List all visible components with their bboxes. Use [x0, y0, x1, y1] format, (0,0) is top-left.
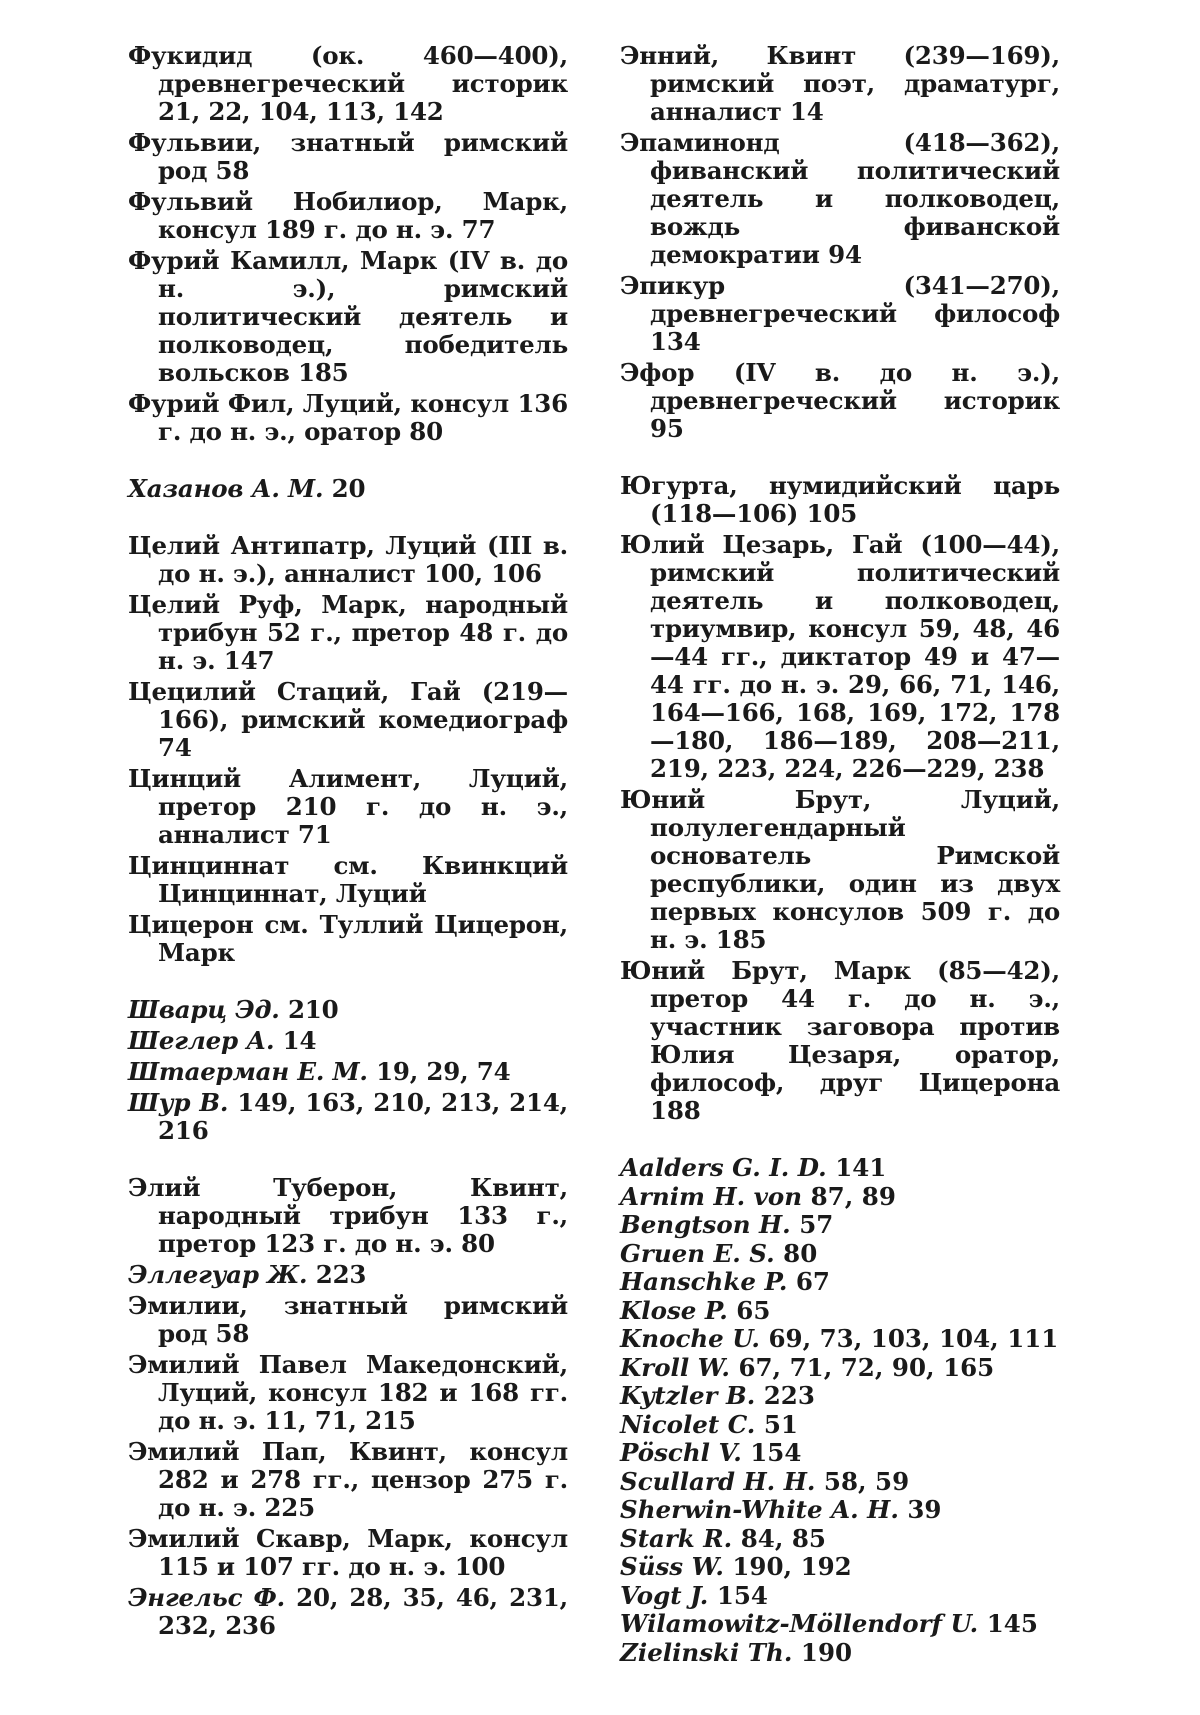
index-entry	[620, 1411, 1060, 1440]
entry-name: Эмилий Павел Македонский, Луций	[128, 1350, 568, 1407]
index-entry	[128, 247, 568, 387]
entry-name: Scullard H. H.	[620, 1466, 816, 1496]
entry-name: Цинций Алимент, Луций	[128, 764, 560, 793]
index-entry	[128, 1174, 568, 1258]
entry-name: Фурий Камилл, Марк	[128, 246, 438, 275]
index-entry	[620, 129, 1060, 269]
entry-description: 210	[279, 995, 339, 1024]
entry-name: Эмилии	[128, 1291, 240, 1320]
entry-description: , консул 115 и 107 гг. до н. э. 100	[158, 1524, 568, 1581]
entry-description: , знатный римский род 58	[158, 128, 568, 185]
entry-description: см. Квинкций Цинциннат, Луций	[158, 851, 568, 908]
entry-description: , консул 189 г. до н. э. 77	[158, 187, 568, 244]
entry-description: , консул 136 г. до н. э., оратор 80	[158, 389, 568, 446]
section-gap	[620, 1128, 1060, 1154]
entry-name: Hanschke P.	[620, 1267, 788, 1296]
entry-description: , знатный римский род 58	[158, 1291, 568, 1348]
entry-description: , полулегендарный основатель Римской республики, один из двух первых консулов 509 г. до н. э. 185	[650, 785, 1060, 954]
entry-description: 69, 73, 103, 104, 111	[759, 1324, 1059, 1353]
index-entry	[620, 42, 1060, 126]
entry-name: Хазанов А. М.	[128, 474, 324, 503]
index-entry	[128, 1089, 568, 1145]
index-entry	[128, 188, 568, 244]
entry-description: (IV в. до н. э.), древнегреческий историк 95	[650, 358, 1060, 443]
entry-name: Эмилий Скавр, Марк	[128, 1524, 445, 1553]
entry-name: Юлий Цезарь, Гай	[620, 530, 903, 559]
index-entry	[620, 1297, 1060, 1326]
entry-name: Элий Туберон, Квинт	[128, 1173, 560, 1202]
index-entry	[128, 1525, 568, 1581]
entry-description: , народный трибун 133 г., претор 123 г. до н. э. 80	[158, 1173, 568, 1258]
entry-description: 190	[792, 1637, 853, 1667]
index-entry	[128, 532, 568, 588]
section-gap	[128, 970, 568, 996]
entry-description: , консул 282 и 278 гг., цензор 275 г. до н. э. 225	[158, 1437, 568, 1522]
entry-description: (III в. до н. э.), анналист 100, 106	[158, 531, 568, 588]
entry-name: Knoche U.	[620, 1324, 760, 1353]
entry-name: Stark R.	[620, 1523, 733, 1553]
index-entry	[128, 42, 568, 126]
entry-name: Aalders G. I. D.	[620, 1153, 827, 1182]
entry-name: Целий Руф, Марк	[128, 590, 399, 619]
entry-name: Эпаминонд	[620, 128, 780, 157]
index-entry	[620, 1211, 1060, 1240]
index-entry	[620, 957, 1060, 1125]
entry-description: 223	[755, 1381, 815, 1410]
entry-description: (341—270), древнегреческий философ 134	[650, 271, 1060, 356]
entry-name: Целий Антипатр, Луций	[128, 531, 477, 560]
index-entry	[620, 1582, 1060, 1611]
entry-name: Bengtson H.	[620, 1210, 791, 1239]
entry-name: Wilamowitz-Möllendorf U.	[620, 1609, 979, 1638]
entry-name: Pöschl V.	[620, 1438, 742, 1467]
index-entry	[128, 1261, 568, 1289]
index-column-left	[128, 42, 568, 1643]
entry-description: 154	[708, 1580, 768, 1610]
entry-description: 80	[774, 1238, 818, 1268]
entry-name: Vogt J.	[620, 1580, 709, 1610]
entry-description: , консул 182 и 168 гг. до н. э. 11, 71, 215	[158, 1378, 568, 1435]
index-column-right	[620, 42, 1060, 1667]
entry-description: 58, 59	[815, 1466, 910, 1496]
entry-name: Фукидид	[128, 41, 253, 70]
entry-name: Kroll W.	[620, 1352, 730, 1382]
entry-name: Штаерман Е. М.	[128, 1057, 368, 1086]
index-entry	[620, 1325, 1060, 1354]
index-entry	[620, 1240, 1060, 1269]
entry-description: 84, 85	[732, 1523, 826, 1553]
index-entry	[128, 1027, 568, 1055]
entry-description: 154	[741, 1438, 802, 1467]
index-entry	[620, 1268, 1060, 1297]
entry-description: 20, 28, 35, 46, 231, 232, 236	[158, 1583, 568, 1640]
entry-description: (418—362), фиванский политический деятель и полководец, вождь фиванской демократии 94	[650, 128, 1060, 269]
entry-description: (219—166), римский комедиограф 74	[158, 677, 568, 762]
entry-description: , претор 210 г. до н. э., анналист 71	[158, 764, 568, 849]
index-entry	[128, 765, 568, 849]
entry-description: 14	[274, 1026, 317, 1055]
entry-name: Юний Брут, Луций	[620, 785, 1052, 814]
entry-name: Nicolet C.	[620, 1409, 756, 1439]
entry-description: 145	[978, 1609, 1038, 1638]
index-entry	[128, 591, 568, 675]
index-entry	[128, 1438, 568, 1522]
entry-description: (ок. 460—400), древнегреческий историк 21, 22, 104, 113, 142	[158, 41, 568, 126]
entry-name: Шеглер А.	[128, 1026, 275, 1055]
index-entry	[128, 1292, 568, 1348]
entry-name: Фульвий Нобилиор, Марк	[128, 187, 560, 216]
entry-name: Фульвии	[128, 128, 253, 157]
entry-name: Gruen E. S.	[620, 1238, 775, 1268]
entry-description: (239—169), римский поэт, драматург, анналист 14	[650, 41, 1060, 126]
section-gap	[620, 446, 1060, 472]
section-gap	[128, 1148, 568, 1174]
index-entry	[620, 1183, 1060, 1212]
entry-name: Эпикур	[620, 271, 725, 300]
entry-description: 141	[826, 1153, 887, 1182]
entry-name: Zielinski Th.	[620, 1637, 793, 1667]
entry-name: Эллегуар Ж.	[128, 1260, 308, 1289]
entry-description: 57	[790, 1210, 834, 1239]
index-entry	[620, 1468, 1060, 1497]
index-entry	[128, 129, 568, 185]
entry-description: 149, 163, 210, 213, 214, 216	[158, 1088, 568, 1145]
index-entry	[620, 359, 1060, 443]
index-entry	[128, 1584, 568, 1640]
index-entry	[128, 911, 568, 967]
entry-name: Эмилий Пап, Квинт	[128, 1437, 439, 1466]
entry-description: 65	[727, 1295, 771, 1325]
index-entry	[128, 852, 568, 908]
entry-name: Kytzler B.	[620, 1381, 756, 1410]
index-entry	[620, 1439, 1060, 1468]
entry-name: Энгельс Ф.	[128, 1583, 285, 1612]
entry-description: 67	[787, 1267, 830, 1296]
index-entry	[620, 531, 1060, 783]
entry-name: Klose P.	[620, 1295, 728, 1325]
index-entry	[620, 1354, 1060, 1383]
entry-description: , народный трибун 52 г., претор 48 г. до н. э. 147	[158, 590, 568, 675]
entry-name: Arnim H. von	[620, 1181, 803, 1211]
entry-name: Süss W.	[620, 1552, 724, 1581]
entry-description: 51	[755, 1409, 798, 1439]
index-entry	[620, 1382, 1060, 1411]
entry-name: Энний, Квинт	[620, 41, 857, 70]
entry-description: (85—42), претор 44 г. до н. э., участник заговора против Юлия Цезаря, оратор, философ, друг Цицерона 188	[650, 956, 1060, 1125]
entry-name: Шварц Эд.	[128, 995, 280, 1024]
entry-description: , нумидийский царь (118—106) 105	[650, 471, 1060, 528]
index-entry	[620, 1610, 1060, 1639]
entry-description: (100—44), римский политический деятель и полководец, триумвир, консул 59, 48, 46—44 гг., диктатор 49 и 47—44 гг. до н. э. 29, 66, 71, 146, 164—166, 168, 169, 172, 178—180, 186—189, 208—211, 219, 223, 224, 226—229, 238	[650, 530, 1060, 783]
index-entry	[128, 390, 568, 446]
entry-description: 39	[898, 1495, 942, 1524]
entry-name: Цинциннат	[128, 851, 290, 880]
entry-name: Юний Брут, Марк	[620, 956, 911, 985]
index-entry	[620, 1639, 1060, 1668]
index-entry	[620, 1496, 1060, 1525]
index-entry	[620, 1553, 1060, 1582]
entry-description: (IV в. до н. э.), римский политический деятель и полководец, победитель вольсков 185	[158, 246, 569, 387]
entry-description: 20	[323, 474, 366, 503]
entry-name: Эфор	[620, 358, 695, 387]
entry-description: 87, 89	[802, 1181, 896, 1211]
entry-description: 223	[307, 1260, 367, 1289]
index-entry	[620, 786, 1060, 954]
index-entry	[128, 1058, 568, 1086]
index-entry	[128, 678, 568, 762]
entry-name: Шур В.	[128, 1088, 229, 1117]
entry-name: Sherwin-White A. H.	[620, 1495, 899, 1524]
section-gap	[128, 506, 568, 532]
index-entry	[128, 996, 568, 1024]
section-gap	[128, 449, 568, 475]
entry-name: Югурта	[620, 471, 730, 500]
entry-description: 67, 71, 72, 90, 165	[729, 1352, 995, 1382]
entry-name: Фурий Фил, Луций	[128, 389, 394, 418]
index-entry	[620, 272, 1060, 356]
entry-description: 190, 192	[723, 1552, 852, 1581]
entry-name: Цецилий Стаций, Гай	[128, 677, 461, 706]
entry-description: см. Туллий Цицерон, Марк	[158, 910, 568, 967]
index-entry	[128, 475, 568, 503]
index-entry	[620, 1154, 1060, 1183]
entry-description: 19, 29, 74	[367, 1057, 511, 1086]
index-entry	[620, 1525, 1060, 1554]
index-entry	[620, 472, 1060, 528]
entry-name: Цицерон	[128, 910, 254, 939]
index-entry	[128, 1351, 568, 1435]
